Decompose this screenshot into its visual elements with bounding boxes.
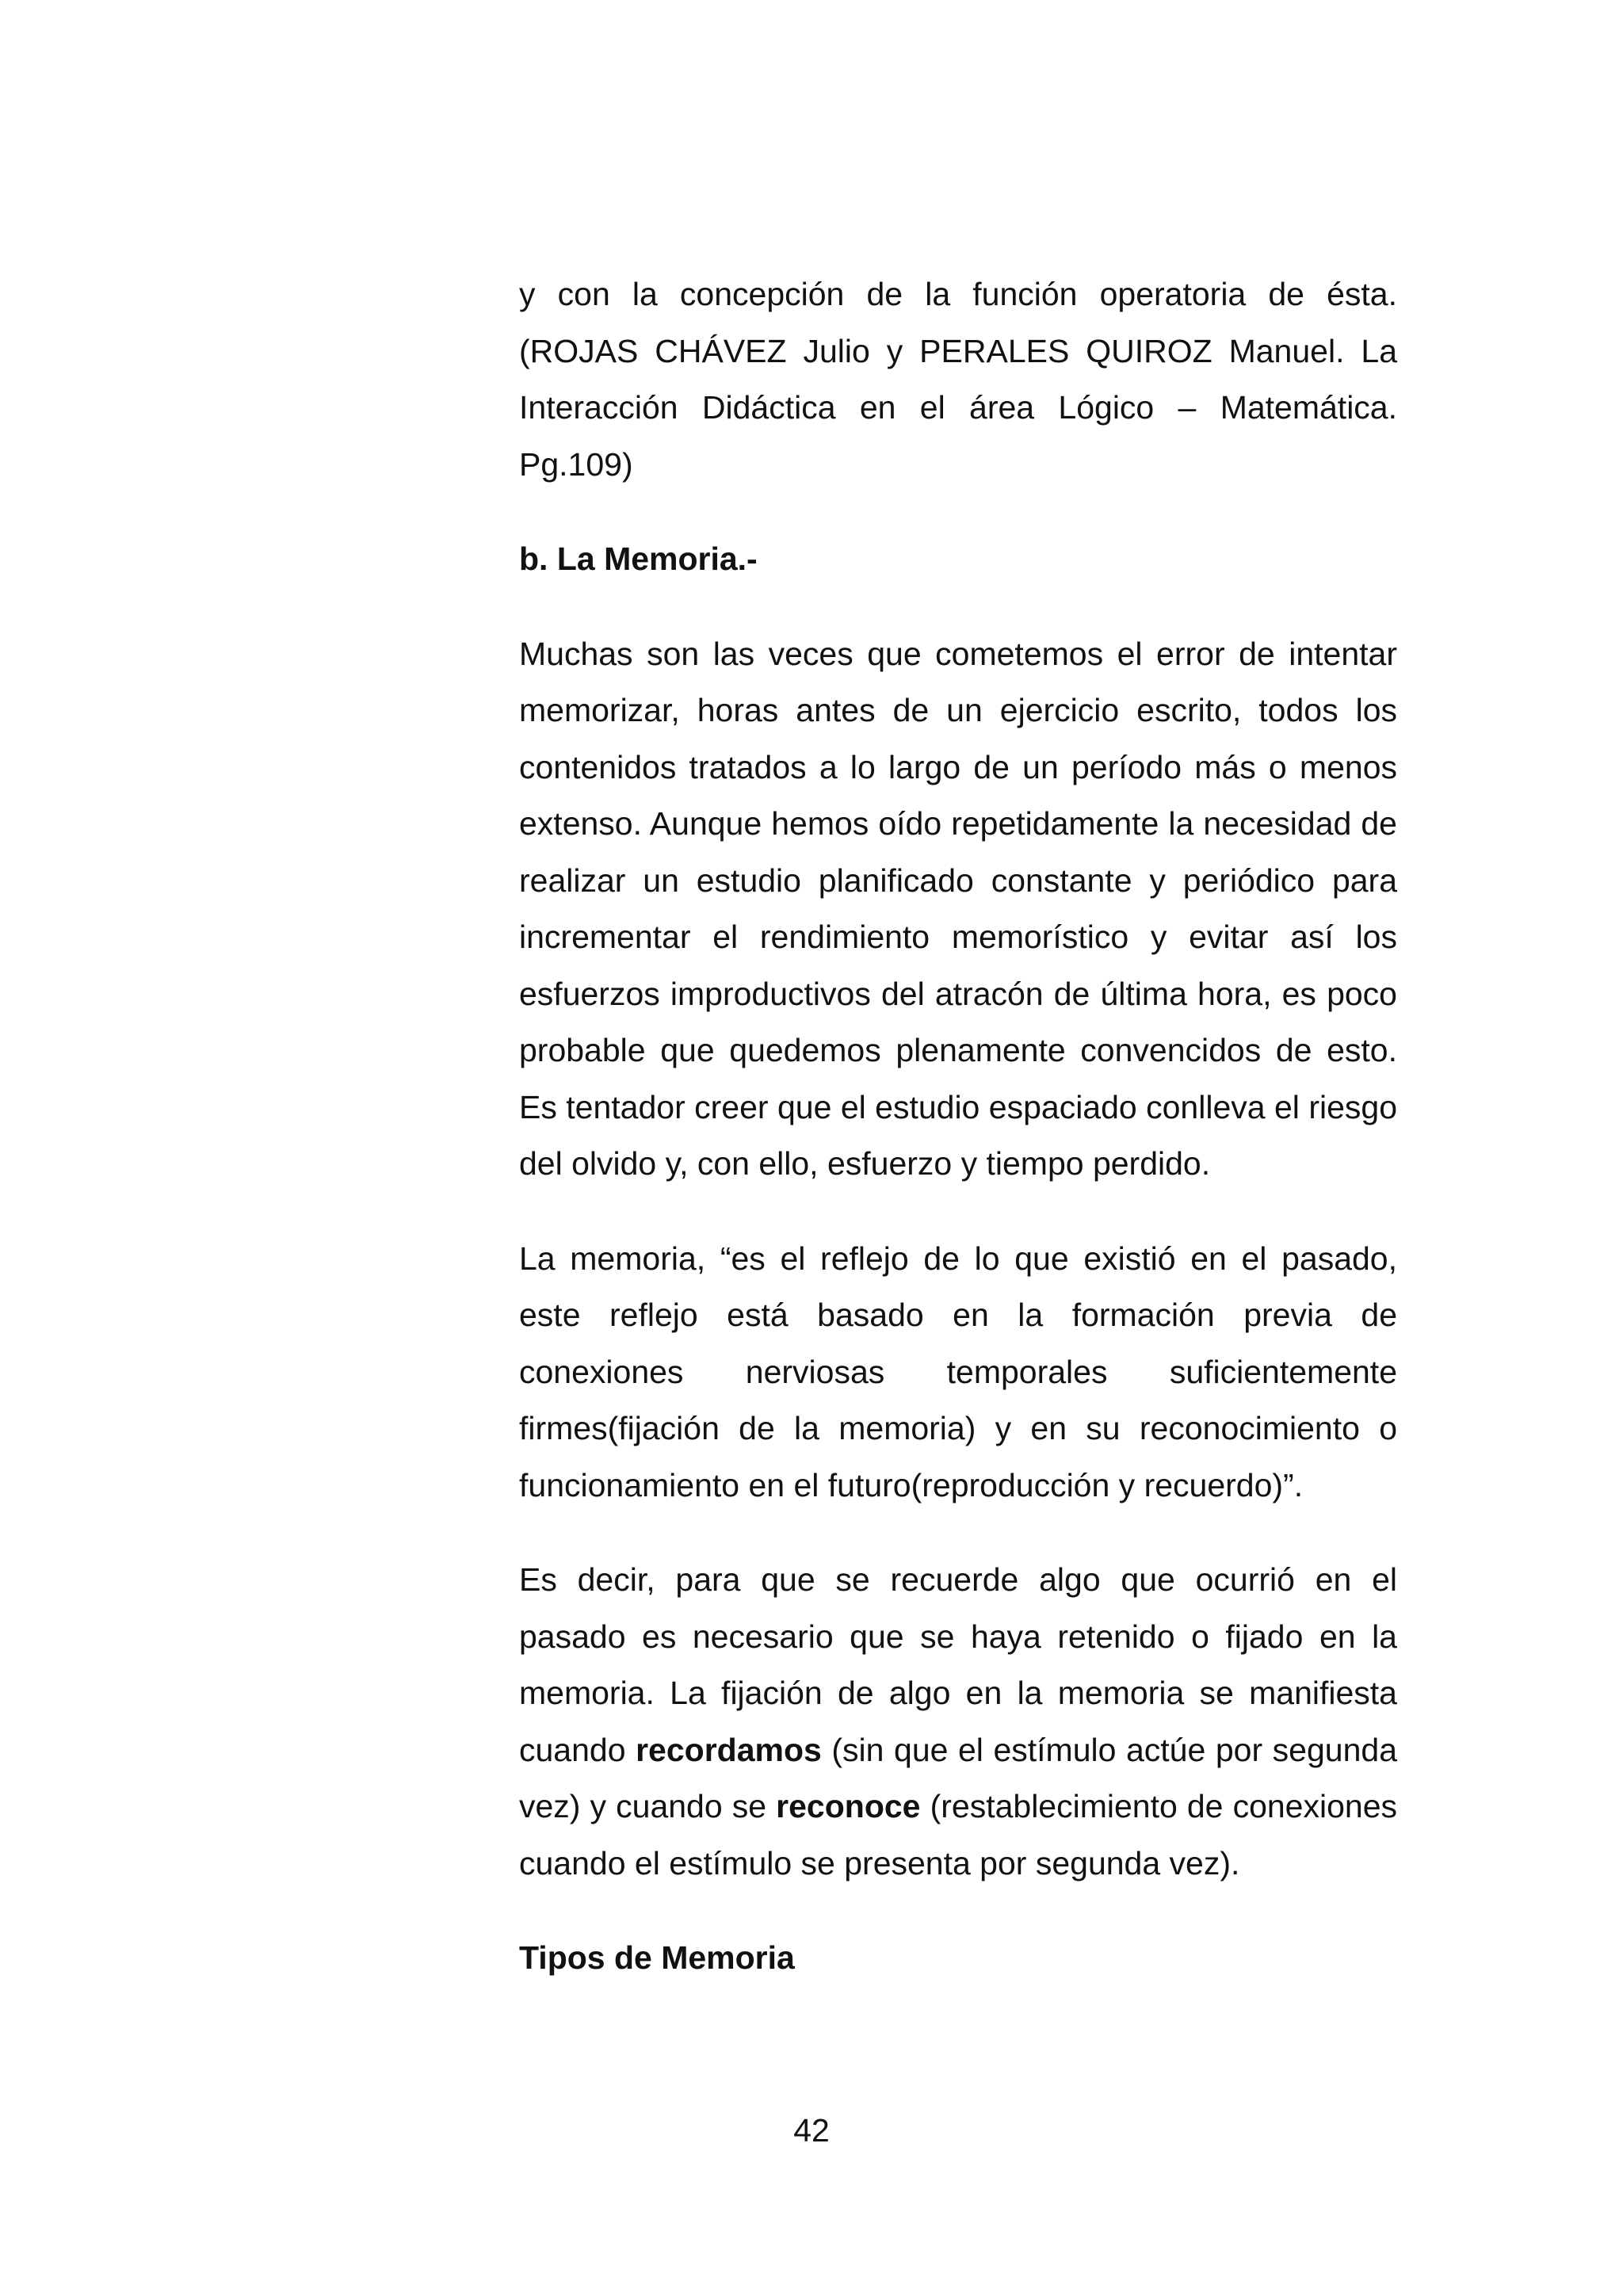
subheading-tipos-de-memoria: Tipos de Memoria <box>519 1939 795 1976</box>
paragraph-text: (sin que el estímulo actúe por segunda vez) y cuando se <box>519 1731 1397 1824</box>
bold-term-reconoce: reconoce <box>776 1788 921 1824</box>
page-body <box>519 266 1397 1987</box>
page-number: 42 <box>793 2112 830 2149</box>
paragraph-memory-fixation <box>519 1552 1397 1892</box>
paragraph-text: Es decir, para que se recuerde algo que ocurrió en el pasado es necesario que se haya retenido o fijado en la memoria. La fijación de algo en la memoria se manifiesta cuando <box>519 1561 1397 1768</box>
intro-paragraph: y con la concepción de la función operatoria de ésta. (ROJAS CHÁVEZ Julio y PERALES QUIROZ Manuel. La Interacción Didáctica en el área Lógico – Matemática. Pg.109) <box>519 276 1397 483</box>
section-heading: b. La Memoria.- <box>519 541 758 577</box>
paragraph-text: (restablecimiento de conexiones cuando el estímulo se presenta por segunda vez). <box>519 1788 1397 1881</box>
bold-term-recordamos: recordamos <box>636 1731 822 1768</box>
paragraph-memory-study: Muchas son las veces que cometemos el error de intentar memorizar, horas antes de un ejercicio escrito, todos los contenidos tratados a lo largo de un período más o menos extenso. Aunque hemos oído repetidamente la necesidad de realizar un estudio planificado constante y periódico para incrementar el rendimiento memorístico y evitar así los esfuerzos improductivos del atracón de última hora, es poco probable que quedemos plenamente convencidos de esto. Es tentador creer que el estudio espaciado conlleva el riesgo del olvido y, con ello, esfuerzo y tiempo perdido. <box>519 635 1397 1182</box>
paragraph-memory-definition: La memoria, “es el reflejo de lo que existió en el pasado, este reflejo está basado en la formación previa de conexiones nerviosas temporales suficientemente firmes(fijación de la memoria) y en su reconocimiento o funcionamiento en el futuro(reproducción y recuerdo)”. <box>519 1240 1397 1503</box>
